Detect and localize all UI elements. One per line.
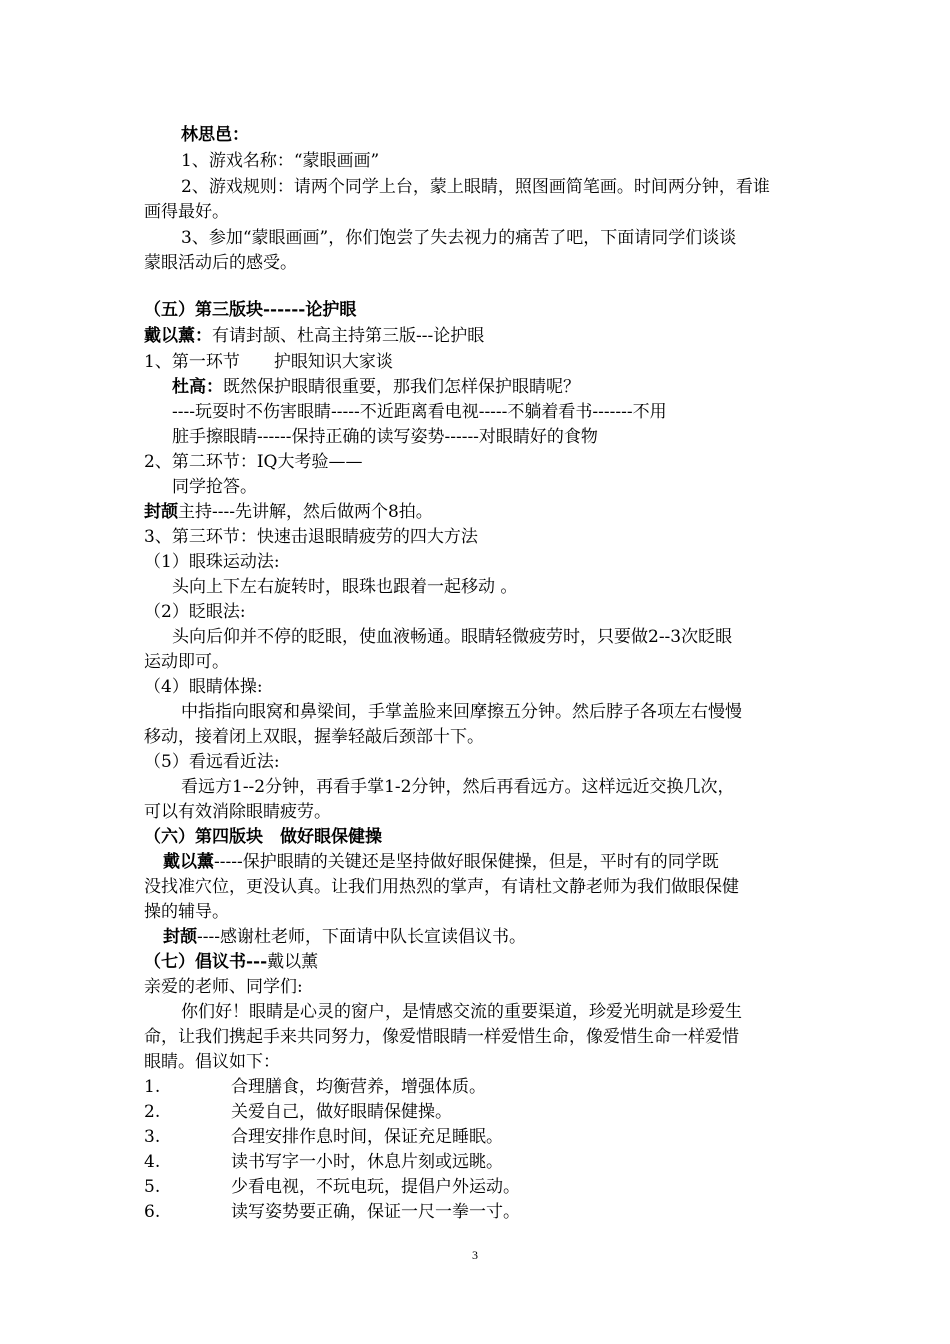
- game-feedback-line-cont: 蒙眼活动后的感受。: [144, 253, 297, 273]
- step2-line: 2、第二环节：IQ大考验——: [144, 452, 363, 472]
- section6-text-1a: -----保护眼睛的关键还是坚持做好眼保健操，但是，平时有的同学既: [214, 852, 719, 872]
- section7-heading-line: [144, 954, 318, 971]
- method5-text-cont: 可以有效消除眼睛疲劳。: [144, 802, 331, 822]
- salutation: 亲爱的老师、同学们:: [144, 977, 303, 997]
- dugao-speaker: 杜高：: [172, 377, 223, 397]
- section6-speaker-1: 戴以薰: [163, 852, 214, 872]
- proposal-para-b: 命，让我们携起手来共同努力，像爱惜眼睛一样爱惜生命，像爱惜生命一样爱惜: [144, 1027, 739, 1047]
- game-feedback-line: 3、参加“蒙眼画画”，你们饱尝了失去视力的痛苦了吧，下面请同学们谈谈: [181, 228, 737, 248]
- section5-heading: （五）第三版块------论护眼: [144, 300, 357, 320]
- dugao-text: 既然保护眼睛很重要，那我们怎样保护眼睛呢？: [223, 377, 580, 397]
- dugao-line: [172, 379, 580, 396]
- intro-speaker: 戴以薰：: [144, 326, 212, 346]
- proposal-item-6-num: 6.: [144, 1202, 161, 1222]
- method5-title: （5）看远看近法:: [144, 752, 280, 772]
- proposal-item-2-text: 关爱自己，做好眼睛保健操。: [231, 1102, 452, 1122]
- proposal-item-2-num: 2.: [144, 1102, 161, 1122]
- section6-para-1: [163, 854, 719, 871]
- section6-heading: （六）第四版块 做好眼保健操: [144, 827, 382, 847]
- proposal-para-a: 你们好！眼睛是心灵的窗户，是情感交流的重要渠道，珍爱光明就是珍爱生: [181, 1002, 742, 1022]
- method2-text-cont: 运动即可。: [144, 652, 229, 672]
- proposal-item-6-text: 读写姿势要正确，保证一尺一拳一寸。: [231, 1202, 520, 1222]
- proposal-para-c: 眼睛。倡议如下：: [144, 1052, 280, 1072]
- proposal-item-3-text: 合理安排作息时间，保证充足睡眠。: [231, 1127, 503, 1147]
- section7-heading-name: 戴以薰: [267, 952, 319, 972]
- method4-text: 中指指向眼窝和鼻梁间，手掌盖脸来回摩擦五分钟。然后脖子各项左右慢慢: [181, 702, 742, 722]
- method5-text: 看远方1--2分钟，再看手掌1-2分钟，然后再看远方。这样远近交换几次，: [181, 777, 735, 797]
- section6-speaker-2: 封颉: [163, 927, 197, 947]
- proposal-item-5-num: 5.: [144, 1177, 161, 1197]
- method4-text-cont: 移动，接着闭上双眼，握拳轻敲后颈部十下。: [144, 727, 484, 747]
- game-name-line: 1、游戏名称：“蒙眼画画”: [181, 151, 380, 171]
- step1-line: 1、第一环节 护眼知识大家谈: [144, 352, 393, 372]
- method2-text: 头向后仰并不停的眨眼，使血液畅通。眼睛轻微疲劳时，只要做2--3次眨眼: [172, 627, 733, 647]
- fengjie-speaker: 封颉: [144, 502, 178, 522]
- tips-line-1: ----玩耍时不伤害眼睛-----不近距离看电视-----不躺着看书-------不用: [172, 402, 667, 422]
- method2-title: （2）眨眼法:: [144, 602, 246, 622]
- section6-text-1b: 没找准穴位，更没认真。让我们用热烈的掌声，有请杜文静老师为我们做眼保健: [144, 877, 739, 897]
- proposal-item-4-text: 读书写字一小时，休息片刻或远眺。: [231, 1152, 503, 1172]
- fengjie-line: [144, 504, 433, 521]
- section5-intro: [144, 328, 484, 345]
- speaker-lin: 林思邑：: [181, 125, 249, 145]
- section6-text-1c: 操的辅导。: [144, 902, 229, 922]
- intro-text: 有请封颉、杜高主持第三版---论护眼: [212, 326, 485, 346]
- proposal-item-4-num: 4.: [144, 1152, 161, 1172]
- page-number: 3: [472, 1248, 478, 1262]
- proposal-item-5-text: 少看电视，不玩电玩，提倡户外运动。: [231, 1177, 520, 1197]
- section6-para-2: [163, 929, 526, 946]
- section7-heading: （七）倡议书---: [144, 952, 268, 972]
- proposal-item-1-num: 1.: [144, 1077, 161, 1097]
- game-rules-line-cont: 画得最好。: [144, 202, 229, 222]
- method1-text: 头向上下左右旋转时，眼珠也跟着一起移动 。: [172, 577, 518, 597]
- method4-title: （4）眼睛体操:: [144, 677, 263, 697]
- proposal-item-1-text: 合理膳食，均衡营养，增强体质。: [231, 1077, 486, 1097]
- section6-text-2: ----感谢杜老师，下面请中队长宣读倡议书。: [197, 927, 526, 947]
- step3-line: 3、第三环节：快速击退眼睛疲劳的四大方法: [144, 527, 478, 547]
- method1-title: （1）眼珠运动法:: [144, 552, 280, 572]
- fengjie-text: 主持----先讲解，然后做两个8拍。: [178, 502, 433, 522]
- step2-sub: 同学抢答。: [172, 477, 257, 497]
- proposal-item-3-num: 3.: [144, 1127, 161, 1147]
- tips-line-2: 脏手擦眼睛------保持正确的读写姿势------对眼睛好的食物: [172, 427, 598, 447]
- game-rules-line: 2、游戏规则：请两个同学上台，蒙上眼睛，照图画简笔画。时间两分钟，看谁: [181, 177, 770, 197]
